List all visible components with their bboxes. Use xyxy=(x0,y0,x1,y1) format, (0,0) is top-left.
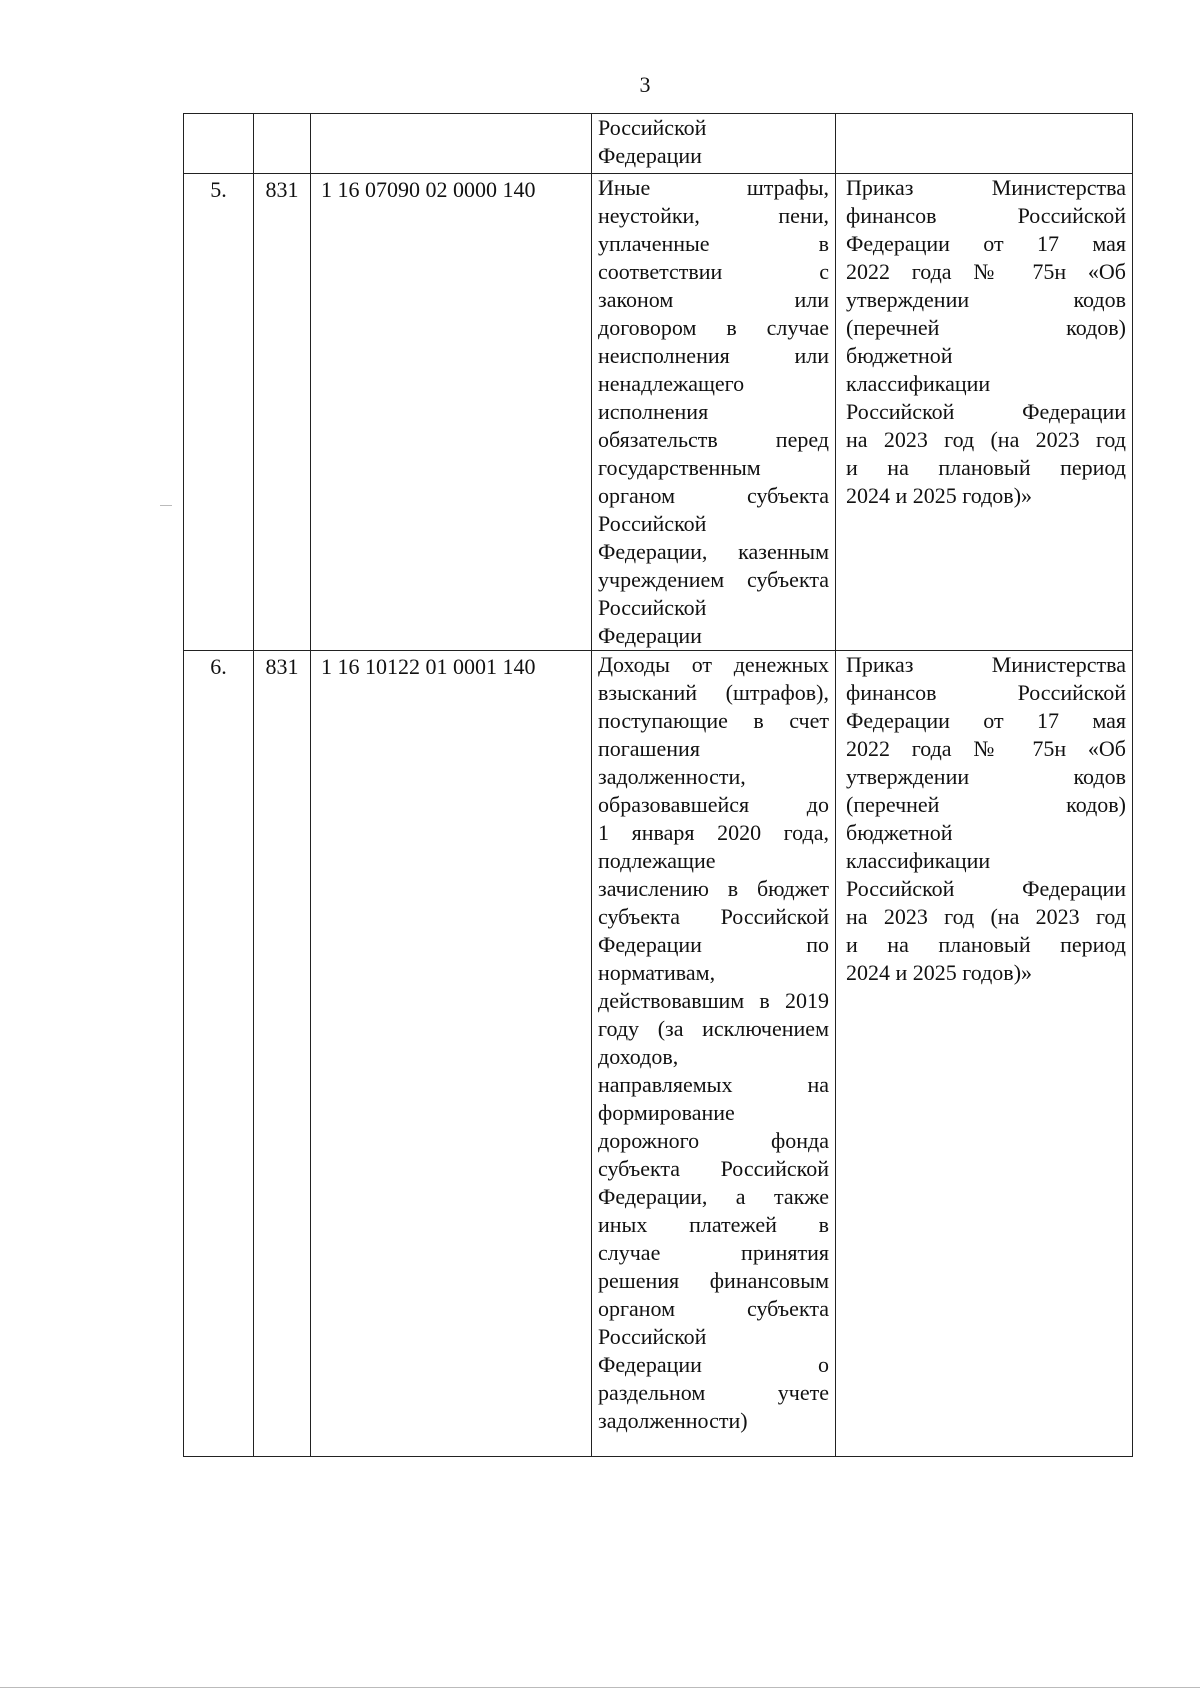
basis-line: Приказ Министерства xyxy=(846,175,1126,200)
basis-line: Приказ Министерства xyxy=(846,652,1126,677)
basis-cell xyxy=(836,651,1133,1457)
name-line: Федерации, а также xyxy=(598,1184,829,1209)
name-line: ненадлежащего xyxy=(598,371,745,396)
name-line: неустойки, пени, xyxy=(598,203,829,228)
basis-line: бюджетной xyxy=(846,343,953,368)
name-line: Доходы от денежных xyxy=(598,652,829,677)
name-line: органом субъекта xyxy=(598,1296,829,1321)
name-line: направляемых на xyxy=(598,1072,829,1097)
name-line: доходов, xyxy=(598,1044,679,1069)
name-line: 1 января 2020 года, xyxy=(598,820,829,845)
basis-line: Российской Федерации xyxy=(846,876,1126,901)
table-row xyxy=(184,174,1133,651)
basis-line: 2024 и 2025 годов)» xyxy=(846,483,1033,508)
basis-line: Российской Федерации xyxy=(846,399,1126,424)
name-line: органом субъекта xyxy=(598,483,829,508)
name-line: образовавшейся до xyxy=(598,792,829,817)
name-line: задолженности, xyxy=(598,764,746,789)
name-cell xyxy=(592,114,836,174)
num-cell: 6. xyxy=(184,651,254,1457)
budget-codes-table xyxy=(183,113,1133,1457)
basis-line: классификации xyxy=(846,848,991,873)
basis-line: Федерации от 17 мая xyxy=(846,708,1126,733)
name-line: государственным xyxy=(598,455,761,480)
basis-line: 2022 года № 75н «Об xyxy=(846,736,1126,761)
basis-line: финансов Российской xyxy=(846,203,1126,228)
name-line: субъекта Российской xyxy=(598,1156,829,1181)
admin-code-cell xyxy=(254,114,311,174)
name-line: учреждением субъекта xyxy=(598,567,829,592)
name-line: подлежащие xyxy=(598,848,716,873)
basis-line: и на плановый период xyxy=(846,455,1126,480)
name-line: поступающие в счет xyxy=(598,708,829,733)
kbk-cell xyxy=(311,114,592,174)
name-line: нормативам, xyxy=(598,960,716,985)
basis-line: классификации xyxy=(846,371,991,396)
name-line: договором в случае xyxy=(598,315,829,340)
basis-line: (перечней кодов) xyxy=(846,315,1126,340)
name-line: решения финансовым xyxy=(598,1268,829,1293)
name-line: законом или xyxy=(598,287,829,312)
bottom-rule xyxy=(0,1687,1200,1688)
num-cell: 5. xyxy=(184,174,254,651)
basis-line: финансов Российской xyxy=(846,680,1126,705)
admin-code-cell: 831 xyxy=(254,651,311,1457)
name-line: Российской xyxy=(598,595,707,620)
basis-line: утверждении кодов xyxy=(846,287,1126,312)
basis-line: 2022 года № 75н «Об xyxy=(846,259,1126,284)
basis-cell xyxy=(836,114,1133,174)
name-line: дорожного фонда xyxy=(598,1128,829,1153)
table-row-continued xyxy=(184,114,1133,174)
name-line: раздельном учете xyxy=(598,1380,829,1405)
basis-line: на 2023 год (на 2023 год xyxy=(846,904,1126,929)
basis-line: бюджетной xyxy=(846,820,953,845)
basis-line: и на плановый период xyxy=(846,932,1126,957)
basis-line: на 2023 год (на 2023 год xyxy=(846,427,1126,452)
page-number: 3 xyxy=(639,72,651,97)
name-line: погашения xyxy=(598,736,700,761)
name-line: соответствии с xyxy=(598,259,829,284)
name-line: взысканий (штрафов), xyxy=(598,680,829,705)
name-line: уплаченные в xyxy=(598,231,829,256)
name-line: Федерации xyxy=(598,623,702,648)
kbk-cell: 1 16 07090 02 0000 140 xyxy=(311,174,592,651)
name-line: действовавшим в 2019 xyxy=(598,988,829,1013)
name-line: Федерации по xyxy=(598,932,829,957)
name-line: Иные штрафы, xyxy=(598,175,829,200)
name-line: Федерации, казенным xyxy=(598,539,829,564)
name-line: Российской xyxy=(598,115,707,140)
name-line: году (за исключением xyxy=(598,1016,829,1041)
name-line: Российской xyxy=(598,511,707,536)
num-cell xyxy=(184,114,254,174)
name-cell xyxy=(592,651,836,1457)
name-line: иных платежей в xyxy=(598,1212,829,1237)
name-line: Федерации xyxy=(598,143,702,168)
basis-line: Федерации от 17 мая xyxy=(846,231,1126,256)
name-line: исполнения xyxy=(598,399,709,424)
name-line: формирование xyxy=(598,1100,735,1125)
name-line: задолженности) xyxy=(598,1408,748,1433)
basis-line: 2024 и 2025 годов)» xyxy=(846,960,1033,985)
name-cell xyxy=(592,174,836,651)
kbk-cell: 1 16 10122 01 0001 140 xyxy=(311,651,592,1457)
basis-line: утверждении кодов xyxy=(846,764,1126,789)
name-line: Федерации о xyxy=(598,1352,829,1377)
table-row xyxy=(184,651,1133,1457)
basis-line: (перечней кодов) xyxy=(846,792,1126,817)
admin-code-cell: 831 xyxy=(254,174,311,651)
name-line: Российской xyxy=(598,1324,707,1349)
scan-margin-mark xyxy=(160,505,172,506)
name-line: обязательств перед xyxy=(598,427,829,452)
basis-cell xyxy=(836,174,1133,651)
name-line: случае принятия xyxy=(598,1240,829,1265)
name-line: субъекта Российской xyxy=(598,904,829,929)
name-line: неисполнения или xyxy=(598,343,829,368)
name-line: зачислению в бюджет xyxy=(598,876,829,901)
